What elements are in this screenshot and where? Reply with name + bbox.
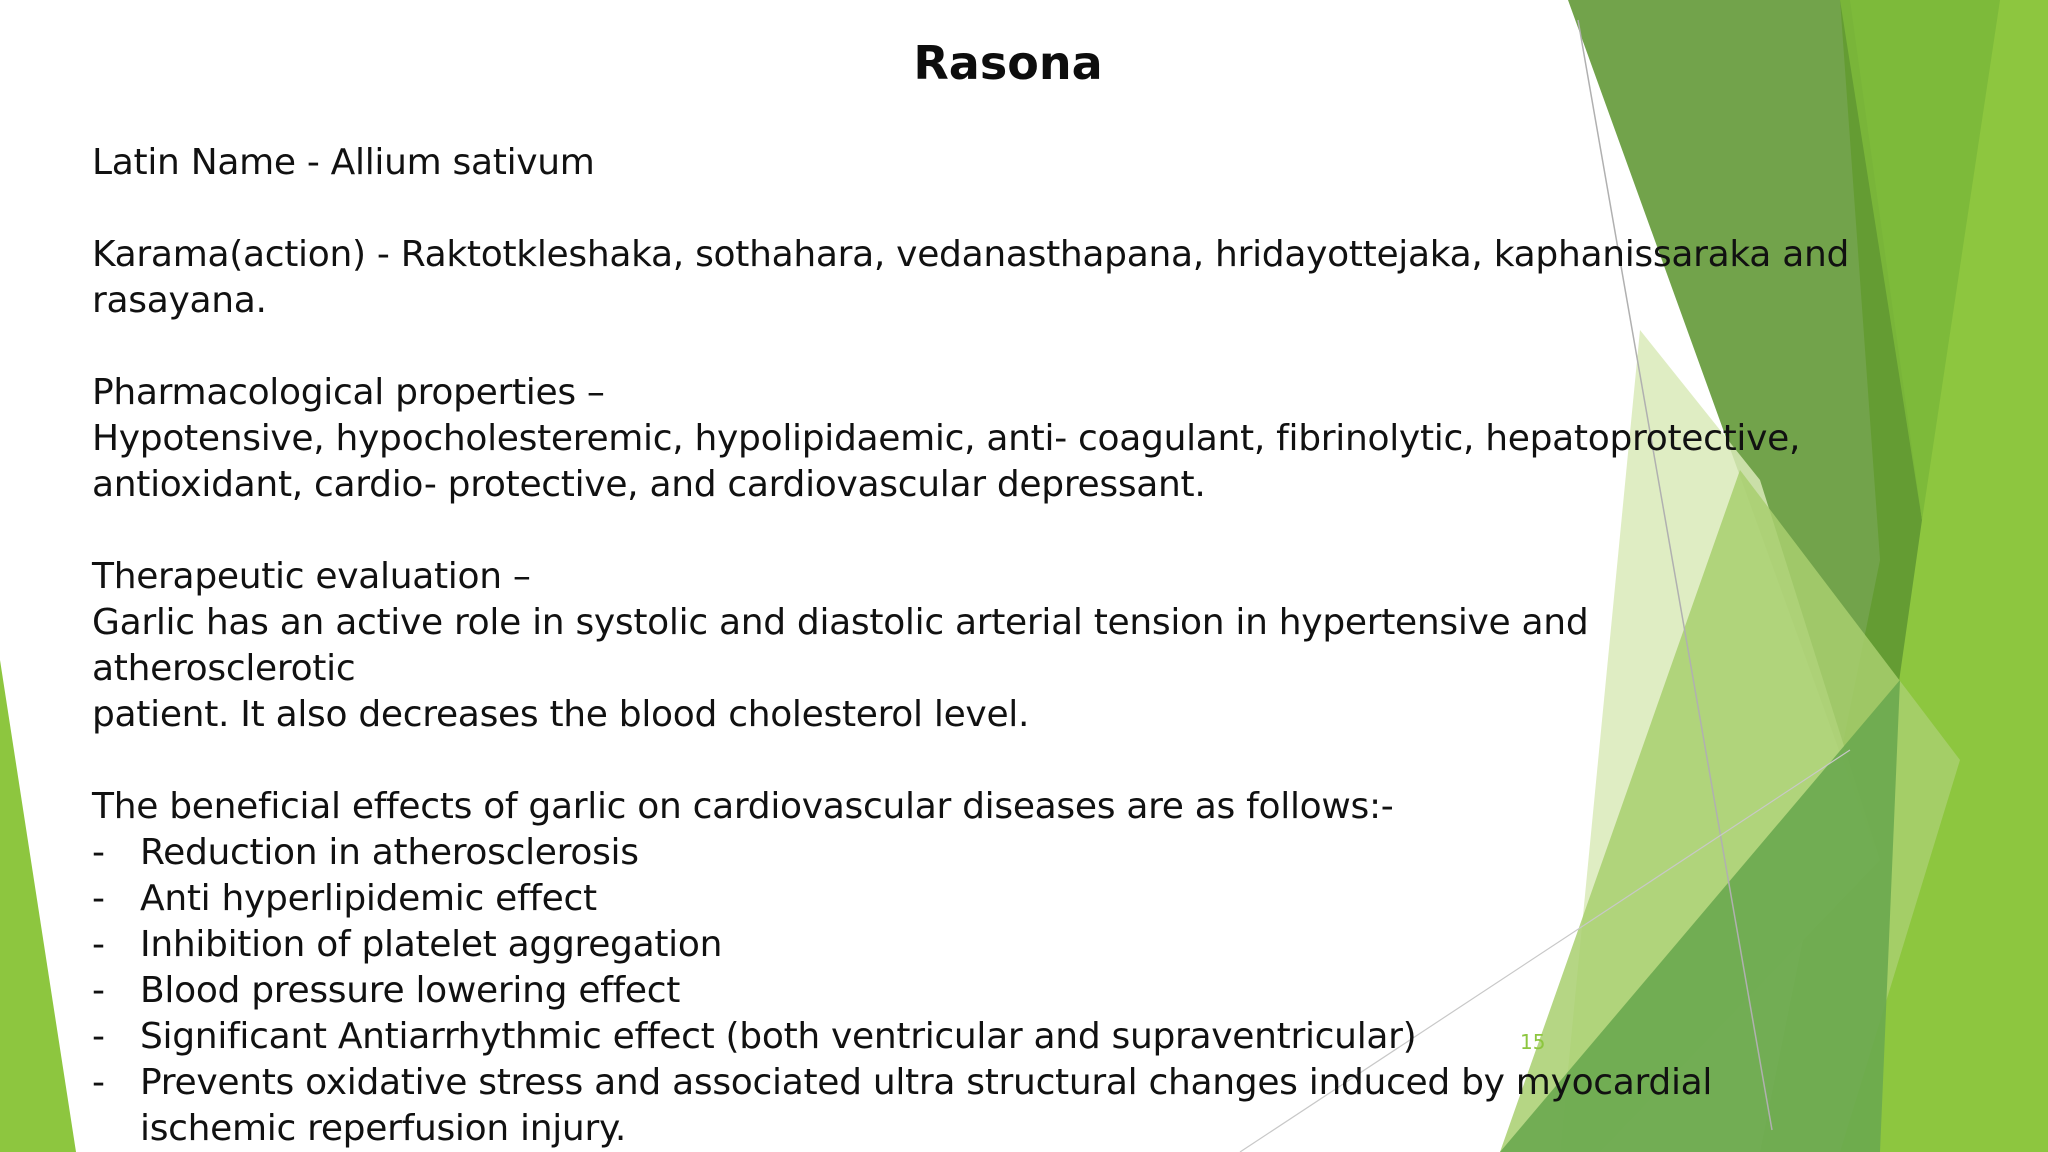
bullet-dash: - bbox=[92, 924, 105, 965]
karama-line-2: rasayana. bbox=[92, 280, 267, 321]
list-item bbox=[92, 968, 1852, 1014]
list-item bbox=[92, 1014, 1852, 1060]
latin-name-section bbox=[92, 140, 1852, 186]
pharmacological-section bbox=[92, 370, 1852, 508]
list-item bbox=[92, 922, 1852, 968]
effects-intro: The beneficial effects of garlic on cardiovascular diseases are as follows:- bbox=[92, 786, 1394, 827]
effect-text: Anti hyperlipidemic effect bbox=[140, 878, 597, 919]
page-number: 15 bbox=[1520, 1030, 1546, 1054]
therapeutic-line-2: patient. It also decreases the blood cholesterol level. bbox=[92, 694, 1030, 735]
latin-name-text: Latin Name - Allium sativum bbox=[92, 142, 595, 183]
effect-text: Significant Antiarrhythmic effect (both ventricular and supraventricular) bbox=[140, 1016, 1417, 1057]
pharmacological-line-2: antioxidant, cardio- protective, and cardiovascular depressant. bbox=[92, 464, 1206, 505]
bullet-dash: - bbox=[92, 1016, 105, 1057]
bullet-dash: - bbox=[92, 1062, 105, 1103]
effect-text: Inhibition of platelet aggregation bbox=[140, 924, 723, 965]
karama-line-1: Karama(action) - Raktotkleshaka, sothahara, vedanasthapana, hridayottejaka, kaphanissaraka and bbox=[92, 234, 1850, 275]
list-item bbox=[92, 876, 1852, 922]
bullet-dash: - bbox=[92, 832, 105, 873]
effects-section bbox=[92, 784, 1852, 1152]
list-item bbox=[92, 830, 1852, 876]
therapeutic-heading: Therapeutic evaluation – bbox=[92, 556, 531, 597]
left-green-wedge bbox=[0, 660, 76, 1152]
list-item bbox=[92, 1060, 1852, 1152]
karama-section bbox=[92, 232, 1852, 324]
therapeutic-section bbox=[92, 554, 1852, 738]
effects-list bbox=[92, 830, 1852, 1152]
page-title: Rasona bbox=[913, 36, 1103, 90]
effect-text: Reduction in atherosclerosis bbox=[140, 832, 639, 873]
bullet-dash: - bbox=[92, 970, 105, 1011]
effect-text: Prevents oxidative stress and associated ultra structural changes induced by myocardial ischemic reperfusion injury. bbox=[140, 1062, 1713, 1149]
pharmacological-heading: Pharmacological properties – bbox=[92, 372, 605, 413]
bullet-dash: - bbox=[92, 878, 105, 919]
effect-text: Blood pressure lowering effect bbox=[140, 970, 681, 1011]
slide-body bbox=[92, 140, 1852, 1152]
therapeutic-line-1: Garlic has an active role in systolic and diastolic arterial tension in hypertensive and atherosclerotic bbox=[92, 602, 1589, 689]
pharmacological-line-1: Hypotensive, hypocholesteremic, hypolipidaemic, anti- coagulant, fibrinolytic, hepatoprotective, bbox=[92, 418, 1801, 459]
